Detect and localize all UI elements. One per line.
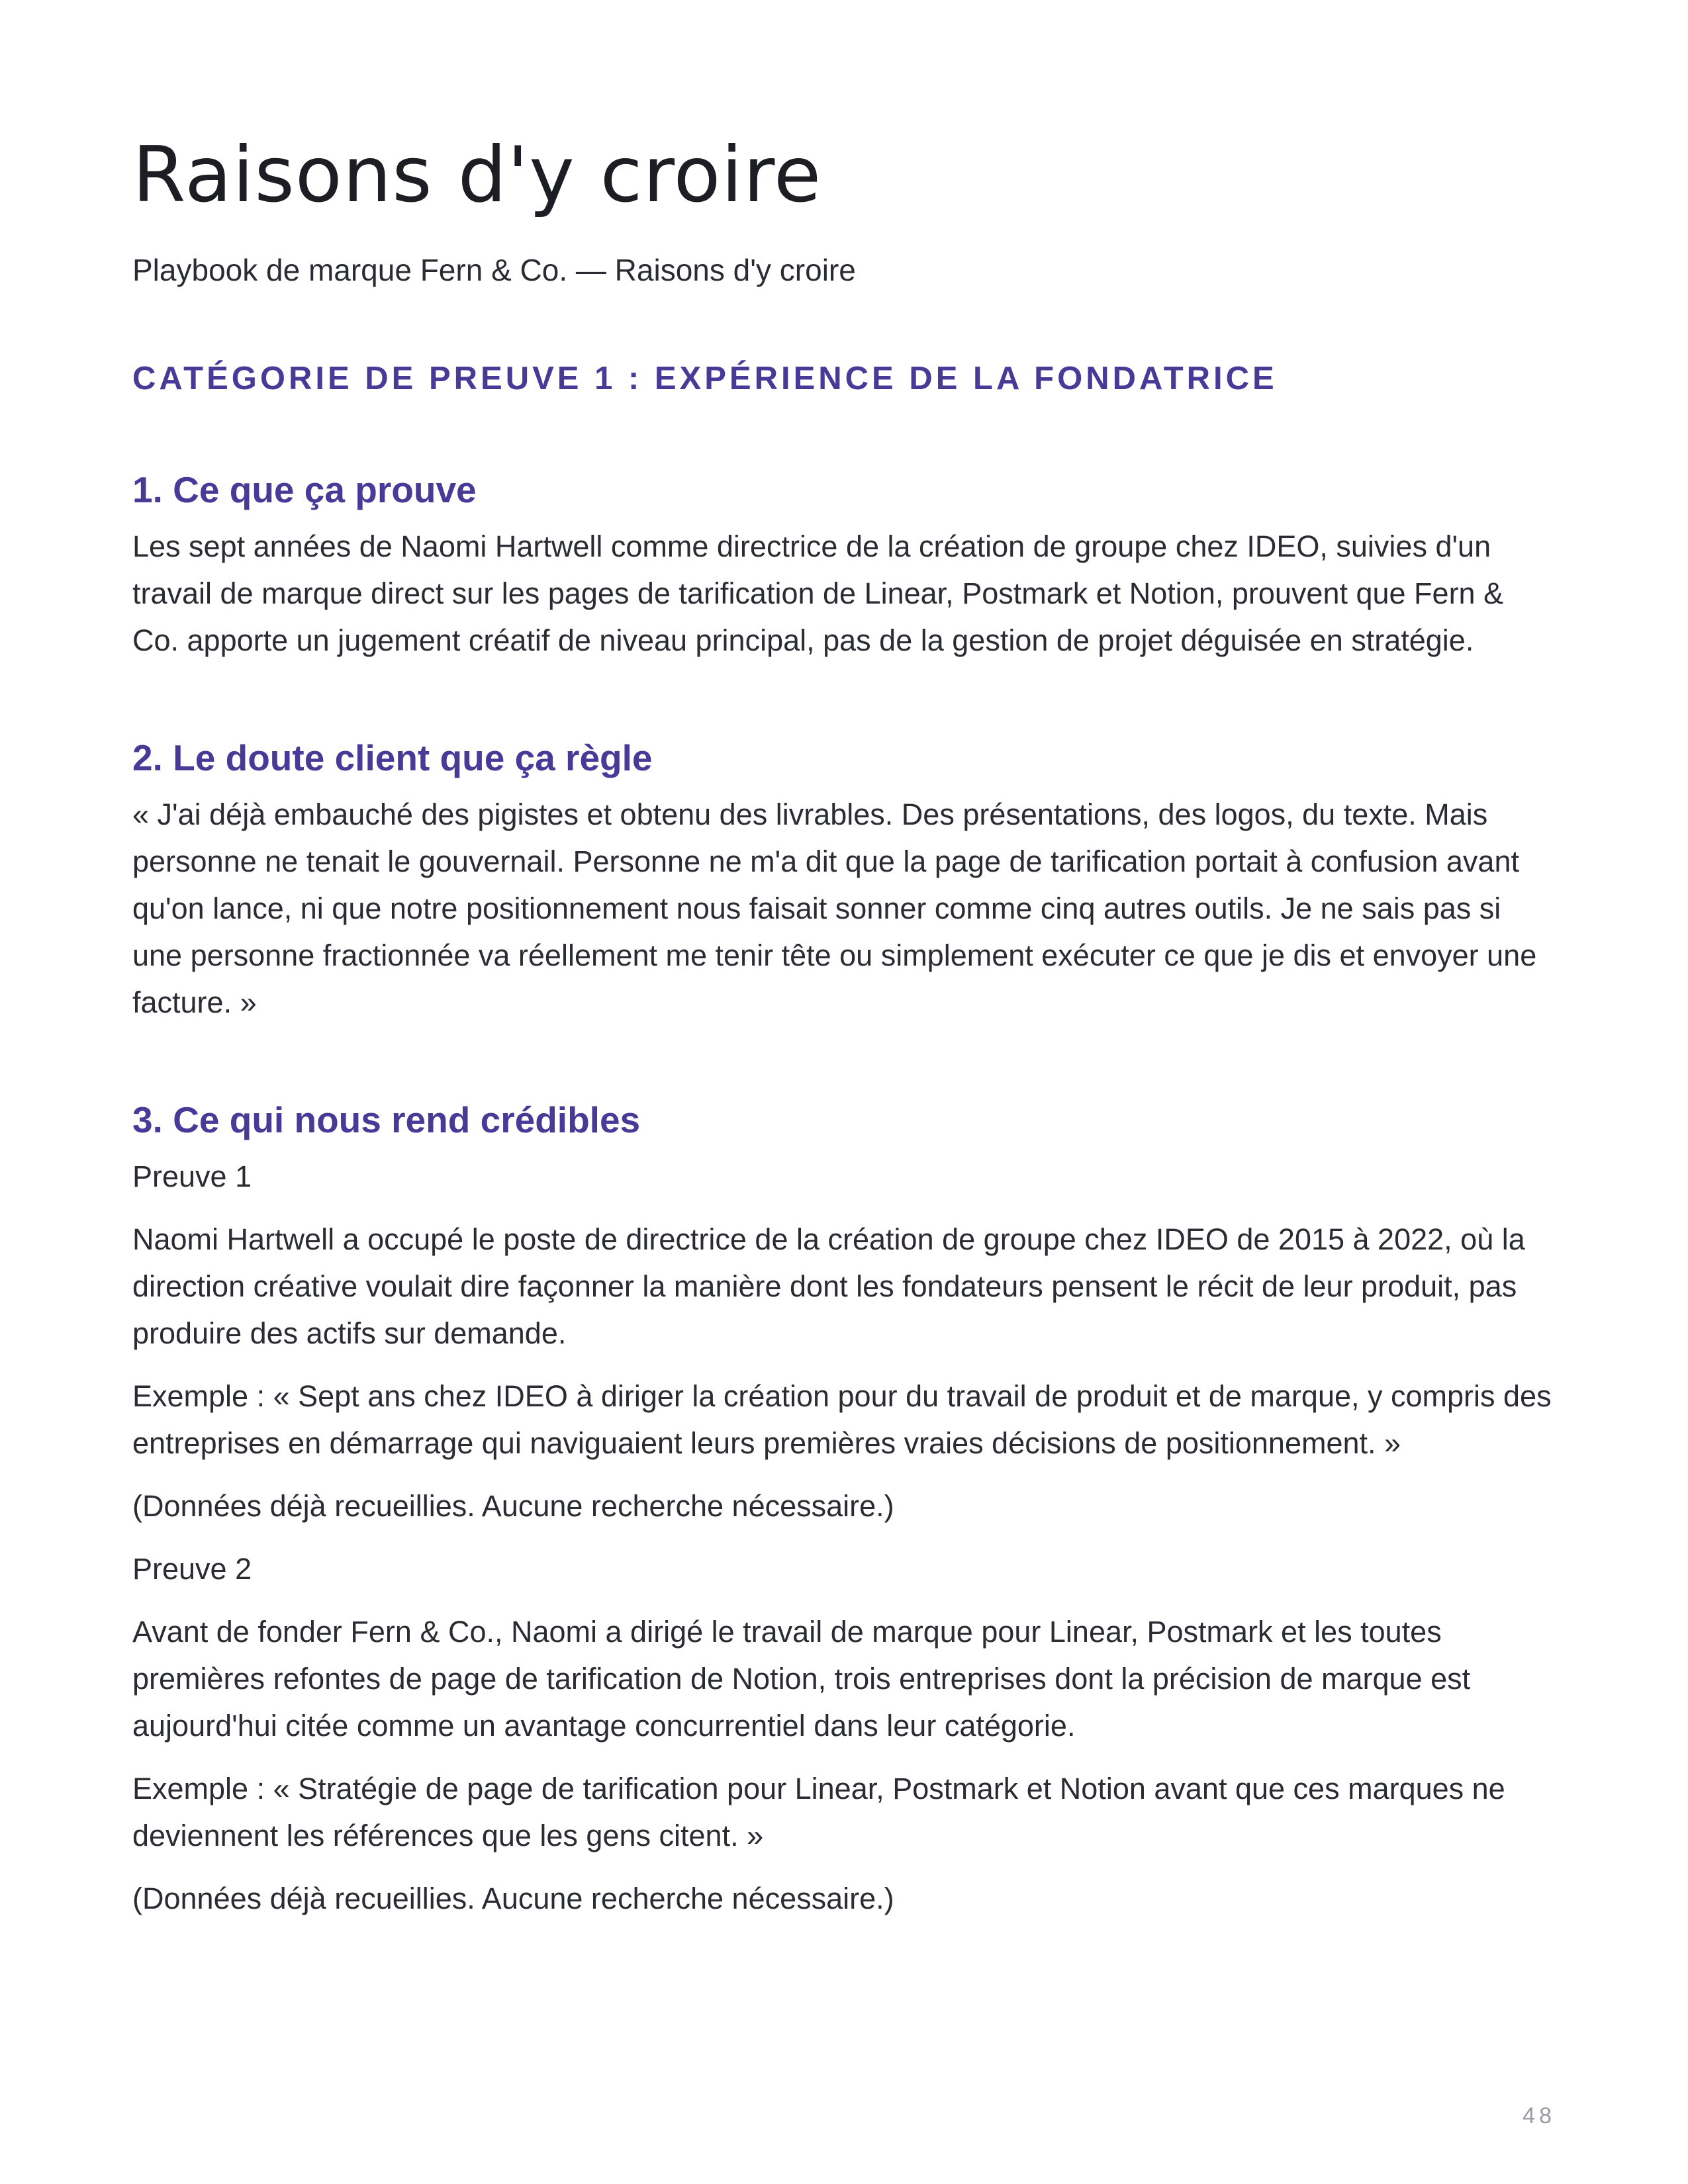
page-subtitle: Playbook de marque Fern & Co. — Raisons d'y croire <box>132 253 856 287</box>
page-title: Raisons d'y croire <box>132 130 822 220</box>
proof-category-heading: CATÉGORIE DE PREUVE 1 : EXPÉRIENCE DE LA FONDATRICE <box>132 361 1278 396</box>
document-page <box>132 126 1556 1922</box>
section-what-it-proves <box>132 465 1556 664</box>
proof-body: Naomi Hartwell a occupé le poste de directrice de la création de groupe chez IDEO de 2015 à 2022, où la direction créative voulait dire façonner la manière dont les fondateurs pensent le récit de leur produit, pas produire des actifs sur demande. <box>132 1222 1525 1350</box>
proof-body: Avant de fonder Fern & Co., Naomi a dirigé le travail de marque pour Linear, Postmark et les toutes premières refontes de page de tarification de Notion, trois entreprises dont la précision de marque est aujourd'hui citée comme un avantage concurrentiel dans leur catégorie. <box>132 1615 1471 1743</box>
proof-note: (Données déjà recueillies. Aucune recherche nécessaire.) <box>132 1489 894 1523</box>
page-number: 48 <box>1523 2103 1556 2128</box>
proof-note: (Données déjà recueillies. Aucune recherche nécessaire.) <box>132 1882 894 1915</box>
section-client-doubt <box>132 733 1556 1026</box>
section-heading: 1. Ce que ça prouve <box>132 469 477 510</box>
proof-label: Preuve 2 <box>132 1552 252 1586</box>
proof-example: Exemple : « Sept ans chez IDEO à diriger la création pour du travail de produit et de marque, y compris des entreprises en démarrage qui naviguaient leurs premières vraies décisions de positionnement. » <box>132 1379 1552 1460</box>
section-credibility <box>132 1095 1556 1922</box>
proof-label: Preuve 1 <box>132 1160 252 1193</box>
client-quote: « J'ai déjà embauché des pigistes et obtenu des livrables. Des présentations, des logos, du texte. Mais personne ne tenait le gouvernail. Personne ne m'a dit que la page de tarification portait à confusion avant qu'on lance, ni que notre positionnement nous faisait sonner comme cinq autres outils. Je ne sais pas si une personne fractionnée va réellement me tenir tête ou simplement exécuter ce que je dis et envoyer une facture. » <box>132 797 1537 1019</box>
section-heading: 2. Le doute client que ça règle <box>132 737 653 778</box>
section-heading: 3. Ce qui nous rend crédibles <box>132 1099 641 1140</box>
section-body: Les sept années de Naomi Hartwell comme directrice de la création de groupe chez IDEO, suivies d'un travail de marque direct sur les pages de tarification de Linear, Postmark et Notion, prouvent que Fern & Co. apporte un jugement créatif de niveau principal, pas de la gestion de projet déguisée en stratégie. <box>132 529 1504 657</box>
proof-example: Exemple : « Stratégie de page de tarification pour Linear, Postmark et Notion avant que ces marques ne deviennent les références que les gens citent. » <box>132 1772 1505 1852</box>
